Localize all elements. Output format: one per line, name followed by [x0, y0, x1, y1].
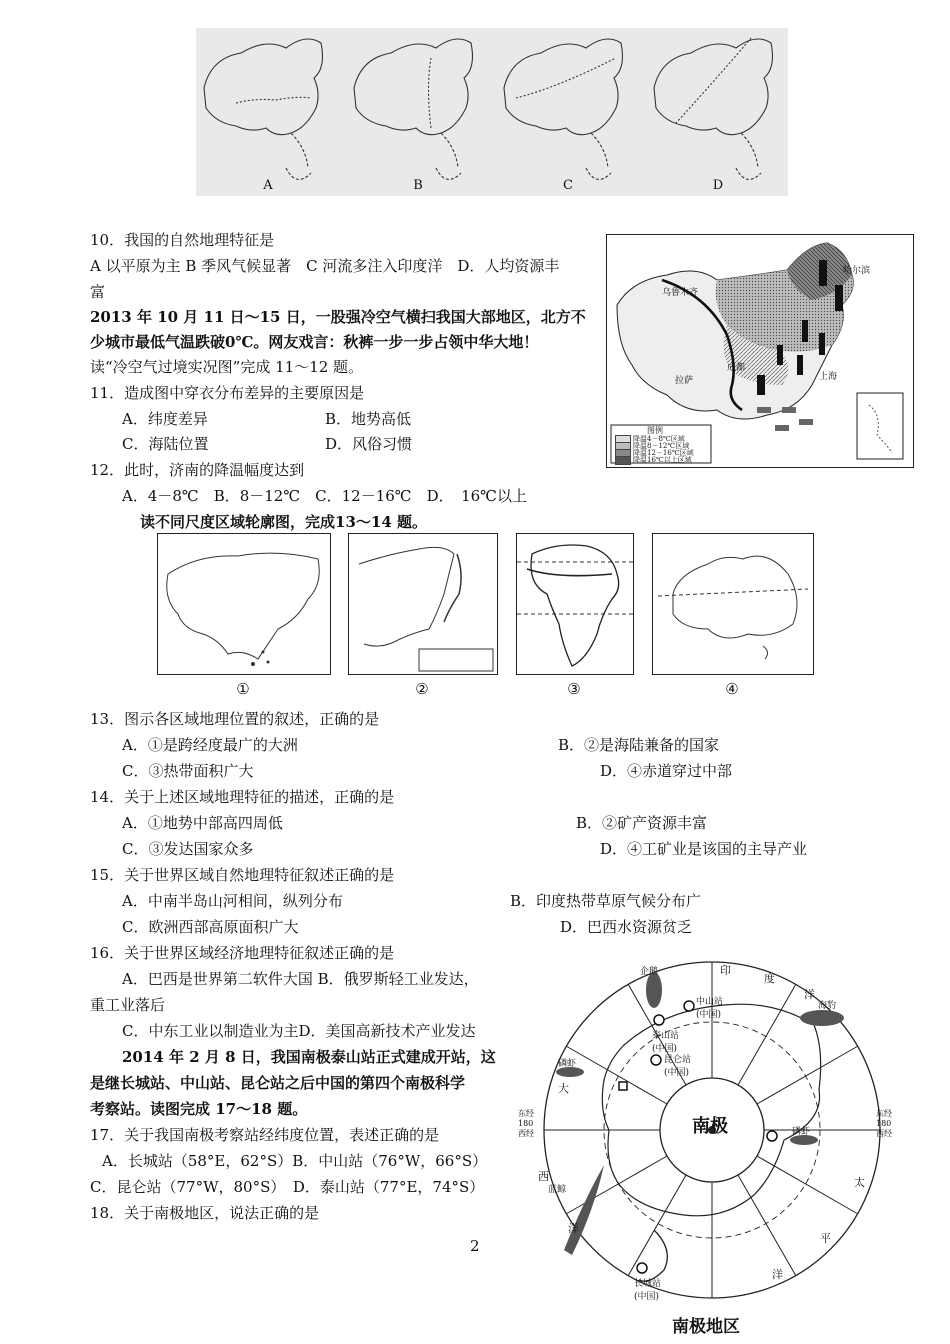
region-map-australia [652, 533, 814, 675]
region-map-japan [348, 533, 498, 675]
q13-stem: 13．图示各区域地理位置的叙述，正确的是 [90, 710, 380, 728]
q15-stem: 15．关于世界区域自然地理特征叙述正确的是 [90, 866, 395, 884]
q13-option-d: D．④赤道穿过中部 [600, 762, 733, 780]
q14-option-d: D．④工矿业是该国的主导产业 [600, 840, 808, 858]
q15-option-c: C．欧洲西部高原面积广大 [122, 918, 299, 936]
animal-krill: 磷虾 [558, 1059, 577, 1069]
map-city-harbin: 哈尔滨 [843, 266, 871, 276]
region-caption-3: ③ [567, 680, 581, 698]
africa-outline [517, 534, 633, 674]
longitude-label-left: 东经 180 西经 [518, 1109, 534, 1138]
ocean-char-ping: 平 [820, 1232, 831, 1245]
q14-option-b: B．②矿产资源丰富 [576, 814, 708, 832]
map-city-lhasa: 拉萨 [675, 376, 694, 386]
q17-options-cd: C．昆仑站（77°W，80°S） D．泰山站（77°E，74°S） [90, 1178, 485, 1196]
read-instruction-11: 读“冷空气过境实况图”完成 11～12 题。 [90, 358, 364, 376]
asia-outline [158, 534, 330, 674]
legend-text-4: 降温16℃以上区域 [633, 456, 692, 464]
ocean-char-tai: 太 [854, 1176, 865, 1189]
station-zhongshan: 中山站 (中国) [696, 997, 724, 1020]
map-label-d: D [712, 178, 724, 193]
map-city-shanghai: 上海 [819, 372, 838, 382]
region-caption-4: ④ [725, 680, 739, 698]
read-instruction-13: 读不同尺度区域轮廓图，完成13～14 题。 [140, 513, 427, 531]
legend-text-1: 降温4－8℃区域 [633, 435, 685, 443]
station-taishan: 泰山站 (中国) [652, 1031, 680, 1054]
legend-text-3: 降温12－16℃区域 [633, 449, 694, 457]
australia-outline [653, 534, 813, 674]
ocean-char-du: 度 [764, 972, 775, 985]
news-paragraph-1: 2013 年 10 月 11 日～15 日，一股强冷空气横扫我国大部地区，北方不 [90, 308, 586, 326]
q11-option-a: A．纬度差异 [122, 410, 208, 428]
region-map-africa [516, 533, 634, 675]
q13-option-c: C．③热带面积广大 [122, 762, 254, 780]
q15-option-b: B．印度热带草原气候分布广 [510, 892, 702, 910]
region-caption-2: ② [415, 680, 429, 698]
cold-air-map [606, 234, 914, 468]
longitude-label-right: 东经 180 西经 [876, 1109, 892, 1138]
q17-options-ab: A．长城站（58°E，62°S）B．中山站（76°W，66°S） [102, 1152, 488, 1170]
news2-paragraph-3: 考察站。读图完成 17～18 题。 [90, 1100, 308, 1118]
ocean-char-yang-3: 洋 [568, 1222, 579, 1235]
q13-option-a: A．①是跨经度最广的大洲 [122, 736, 298, 754]
ocean-char-yang-1: 洋 [804, 988, 815, 1001]
map-city-urumqi: 乌鲁木齐 [662, 288, 699, 298]
q10-stem: 10．我国的自然地理特征是 [90, 231, 275, 249]
q16-options-cd: C．中东工业以制造业为主D．美国高新技术产业发达 [122, 1022, 476, 1040]
q18-stem: 18．关于南极地区，说法正确的是 [90, 1204, 320, 1222]
ocean-char-da: 大 [558, 1082, 569, 1095]
japan-outline [349, 534, 497, 674]
q15-option-d: D．巴西水资源贫乏 [560, 918, 693, 936]
q10-options: A 以平原为主 B 季风气候显著 C 河流多注入印度洋 D．人均资源丰 [90, 257, 560, 275]
station-changcheng: 长城站 (中国) [634, 1279, 662, 1302]
map-label-b: B [413, 178, 423, 193]
region-caption-1: ① [236, 680, 250, 698]
antarctic-title: 南极地区 [672, 1317, 740, 1337]
q11-option-d: D．风俗习惯 [325, 435, 413, 453]
map-label-a: A [263, 178, 273, 193]
q11-stem: 11．造成图中穿衣分布差异的主要原因是 [90, 384, 365, 402]
legend-item-4 [615, 455, 692, 465]
q13-option-b: B．②是海陆兼备的国家 [558, 736, 720, 754]
shoe-icons [757, 407, 813, 431]
station-kunlun: 昆仑站 (中国) [664, 1055, 692, 1078]
news2-paragraph-2: 是继长城站、中山站、昆仑站之后中国的第四个南极科学 [90, 1074, 466, 1092]
q14-option-a: A．①地势中部高四周低 [122, 814, 283, 832]
q16-options-ab: A．巴西是世界第二软件大国 B．俄罗斯轻工业发达， [122, 970, 479, 988]
q15-option-a: A．中南半岛山河相间，纵列分布 [122, 892, 343, 910]
map-b [354, 39, 472, 179]
ocean-char-yang-2: 洋 [772, 1268, 783, 1281]
legend-title: 图例 [647, 426, 663, 435]
animal-seal: 海豹 [818, 1001, 837, 1011]
animal-blue-whale: 蓝鲸 [548, 1185, 567, 1195]
region-map-asia [157, 533, 331, 675]
q10-options-cont: 富 [90, 283, 106, 301]
map-label-c: C [563, 178, 573, 193]
q12-options: A．4－8℃ B．8－12℃ C．12－16℃ D． 16℃以上 [122, 487, 527, 505]
ocean-char-xi: 西 [538, 1170, 549, 1183]
antarctic-center-label: 南极 [692, 1116, 728, 1137]
china-outline-maps [196, 28, 788, 196]
q14-option-c: C．③发达国家众多 [122, 840, 254, 858]
ocean-char-yin: 印 [720, 964, 731, 977]
animal-penguin: 企鹅 [640, 967, 659, 977]
animal-krill-2: 磷虾 [792, 1127, 811, 1137]
q17-stem: 17．关于我国南极考察站经纬度位置，表述正确的是 [90, 1126, 440, 1144]
q11-option-b: B．地势高低 [325, 410, 412, 428]
page-number: 2 [470, 1237, 480, 1255]
news-paragraph-2: 少城市最低气温跌破0℃。网友戏言：秋裤一步一步占领中华大地！ [90, 333, 539, 351]
map-city-chengdu: 成都 [727, 363, 746, 373]
map-a [204, 39, 322, 179]
antarctic-map [518, 950, 900, 1342]
map-d [654, 38, 772, 179]
top-figure-four-maps [196, 28, 788, 196]
legend-text-2: 降温8－12℃区域 [633, 442, 690, 450]
q14-stem: 14．关于上述区域地理特征的描述，正确的是 [90, 788, 395, 806]
map-c [504, 39, 622, 179]
q16-options-ab-cont: 重工业落后 [90, 996, 166, 1014]
q12-stem: 12．此时，济南的降温幅度达到 [90, 461, 305, 479]
news2-paragraph-1: 2014 年 2 月 8 日，我国南极泰山站正式建成开站，这 [122, 1048, 496, 1066]
q11-option-c: C．海陆位置 [122, 435, 209, 453]
q16-stem: 16．关于世界区域经济地理特征叙述正确的是 [90, 944, 395, 962]
